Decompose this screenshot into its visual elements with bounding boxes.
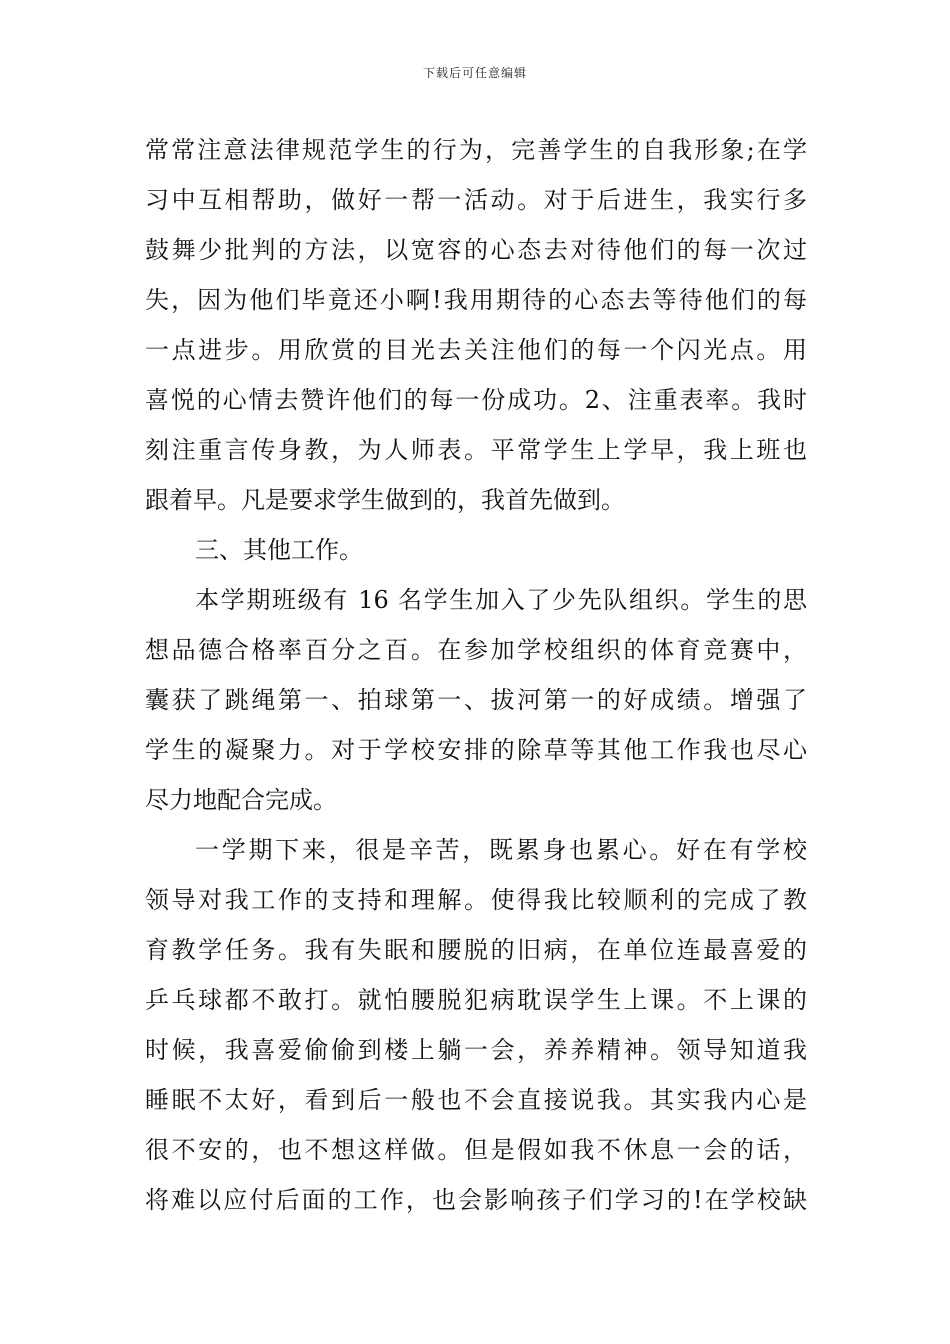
text-line: 尽力地配合完成。 — [145, 786, 337, 814]
text-line: 失，因为他们毕竟还小啊!我用期待的心态去等待他们的每 — [145, 286, 807, 314]
text-line: 睡眠不太好，看到后一般也不会直接说我。其实我内心是 — [145, 1086, 807, 1114]
text-line: 一点进步。用欣赏的目光去关注他们的每一个闪光点。用 — [145, 336, 807, 364]
text-line: 乒乓球都不敢打。就怕腰脱犯病耽误学生上课。不上课的 — [145, 986, 807, 1014]
text-line: 习中互相帮助，做好一帮一活动。对于后进生，我实行多 — [145, 186, 807, 214]
text-line: 刻注重言传身教，为人师表。平常学生上学早，我上班也 — [145, 436, 807, 464]
text-line: 跟着早。凡是要求学生做到的，我首先做到。 — [145, 486, 625, 514]
paragraph-start-line: 本学期班级有 16 名学生加入了少先队组织。学生的思 — [195, 586, 807, 614]
text-line: 时候，我喜爱偷偷到楼上躺一会，养养精神。领导知道我 — [145, 1036, 807, 1064]
text-line: 很不安的，也不想这样做。但是假如我不休息一会的话， — [145, 1136, 807, 1164]
text-line: 学生的凝聚力。对于学校安排的除草等其他工作我也尽心 — [145, 736, 807, 764]
paragraph-start-line: 一学期下来，很是辛苦，既累身也累心。好在有学校 — [195, 836, 807, 864]
document-body — [145, 125, 807, 1225]
page-header: 下载后可任意编辑 — [422, 66, 527, 80]
text-line: 育教学任务。我有失眠和腰脱的旧病，在单位连最喜爱的 — [145, 936, 807, 964]
text-line: 喜悦的心情去赞许他们的每一份成功。2、注重表率。我时 — [145, 386, 807, 414]
text-line: 囊获了跳绳第一、拍球第一、拔河第一的好成绩。增强了 — [145, 686, 807, 714]
text-line: 领导对我工作的支持和理解。使得我比较顺利的完成了教 — [145, 886, 807, 914]
text-line: 常常注意法律规范学生的行为，完善学生的自我形象;在学 — [145, 136, 807, 164]
text-line: 想品德合格率百分之百。在参加学校组织的体育竞赛中， — [145, 636, 807, 664]
text-line: 鼓舞少批判的方法，以宽容的心态去对待他们的每一次过 — [145, 236, 807, 264]
text-line: 将难以应付后面的工作，也会影响孩子们学习的!在学校缺 — [145, 1186, 807, 1214]
section-heading: 三、其他工作。 — [195, 536, 363, 564]
